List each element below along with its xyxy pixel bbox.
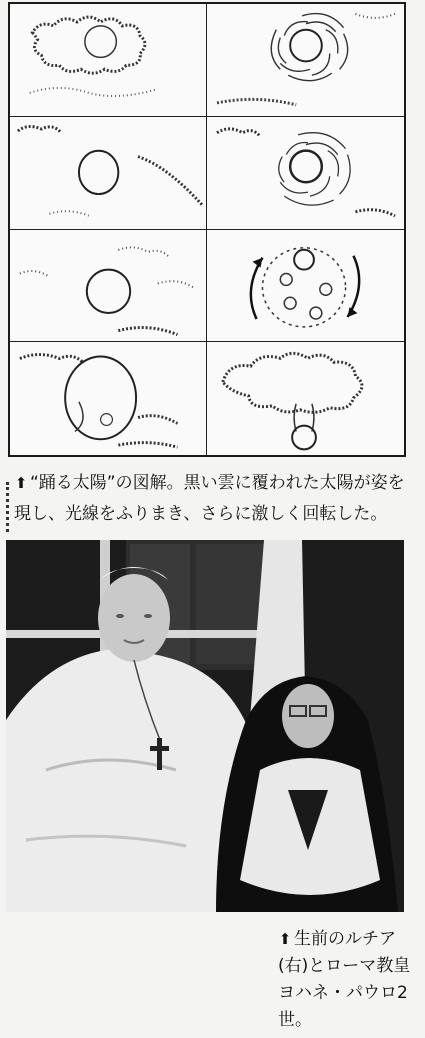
- spiral-rays-drawing-1: [207, 4, 404, 116]
- dancing-sun-diagram: [8, 2, 406, 457]
- diagram-panel-sun-below-cloud: [207, 342, 404, 455]
- photo-caption-line4: 世。: [278, 1010, 312, 1030]
- diagram-caption: [14, 468, 414, 530]
- diagram-panel-cloud-cover: [10, 4, 207, 117]
- cloud-cover-drawing: [10, 4, 206, 116]
- spiral-rays-drawing-2: [207, 117, 404, 229]
- diagram-panel-spiral-rays-1: [207, 4, 404, 117]
- sun-large-drawing: [10, 342, 206, 455]
- diagram-panel-sun-large: [10, 342, 207, 455]
- arrow-up-icon: ⬆: [14, 474, 28, 492]
- diagram-caption-line1: “踊る太陽”の図解。黒い雲に覆われた太陽が姿を: [30, 473, 405, 493]
- dotted-rule: [6, 482, 13, 532]
- sun-appears-drawing: [10, 117, 206, 229]
- arrow-up-icon: ⬆: [278, 930, 292, 948]
- sun-rotating-drawing: [207, 230, 404, 342]
- diagram-panel-sun-rotating: [207, 230, 404, 343]
- pope-and-lucia-photo: [6, 540, 404, 912]
- diagram-panel-sun-between-clouds: [10, 230, 207, 343]
- sun-below-cloud-drawing: [207, 342, 404, 455]
- photo-caption-line1: 生前のルチア: [294, 929, 396, 949]
- photo-caption: [278, 926, 420, 1034]
- photo-caption-line3: ヨハネ・パウロ2: [278, 983, 408, 1003]
- diagram-panel-sun-appears: [10, 117, 207, 230]
- photo-illustration: [6, 540, 404, 912]
- sun-between-clouds-drawing: [10, 230, 206, 342]
- photo-caption-line2: (右)とローマ教皇: [278, 956, 411, 976]
- diagram-panel-spiral-rays-2: [207, 117, 404, 230]
- diagram-caption-line2: 現し、光線をふりまき、さらに激しく回転した。: [14, 504, 388, 524]
